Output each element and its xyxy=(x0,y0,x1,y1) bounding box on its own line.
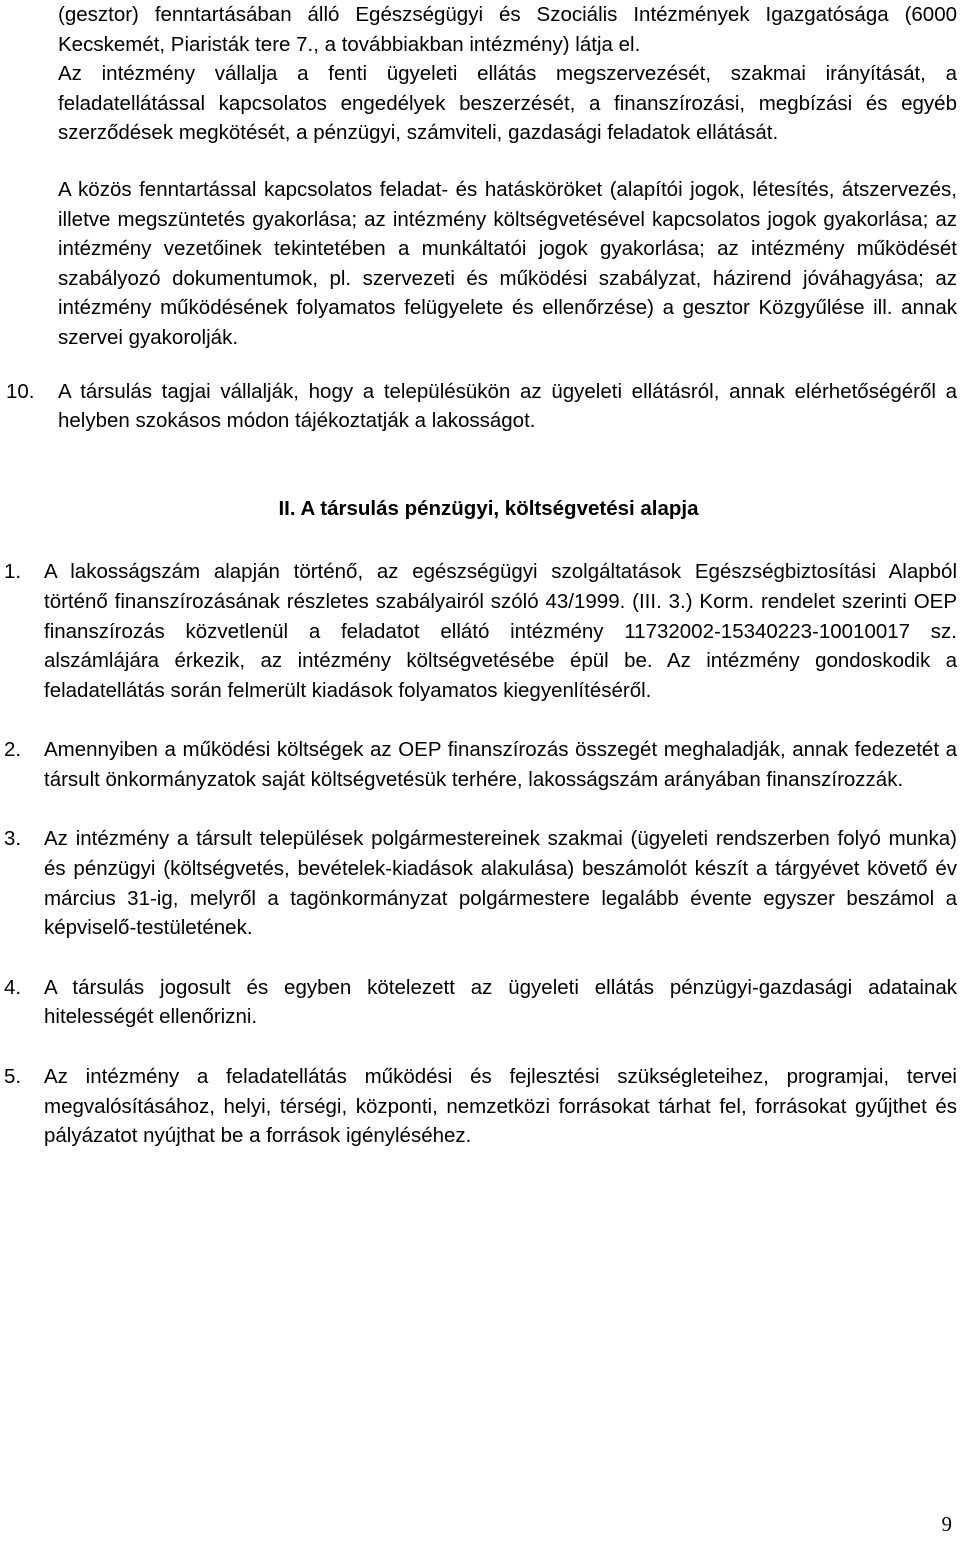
spacer xyxy=(40,523,957,557)
spacer xyxy=(40,353,957,377)
section-heading xyxy=(0,494,917,524)
section-title: A társulás pénzügyi, költségvetési alapja xyxy=(300,496,699,520)
spacer xyxy=(40,436,957,494)
document-page xyxy=(4,0,957,1151)
continuation-paragraph: (gesztor) fenntartásában álló Egészségügyi és Szociális Intézmények Igazgatósága (6000 Kecskemét, Piaristák tere 7., a továbbiakban intézmény) látja el. xyxy=(58,3,957,56)
list-item xyxy=(4,824,957,942)
spacer xyxy=(40,943,957,973)
item-number: 1. xyxy=(4,560,22,584)
list-item xyxy=(4,735,957,794)
paragraph-3: A közös fenntartással kapcsolatos feladat- és hatásköröket (alapítói jogok, létesítés, átszervezés, illetve megszüntetés gyakorlása; az intézmény költségvetésével kapcsolatos jogok gyakorlása; az intézmény vezetőinek tekintetében a munkáltatói jogok gyakorlása; az intézmény működését szabályozó dokumentumok, pl. szervezeti és működési szabályzat, házirend jóváhagyása; az intézmény működésének folyamatos felügyelete és ellenőrzése) a gesztor Közgyűlése ill. annak szervei gyakorolják. xyxy=(58,177,957,349)
item-number: 10. xyxy=(6,379,35,403)
item-number: 5. xyxy=(4,1065,22,1089)
spacer xyxy=(40,705,957,735)
spacer xyxy=(40,794,957,824)
item-text: Az intézmény a feladatellátás működési és fejlesztési szükségleteihez, programjai, tervei megvalósításához, helyi, térségi, központi, nemzetközi forrásokat tárhat fel, forrásokat gyűjthet és pályázatot nyújthat be a források igényléséhez. xyxy=(44,1065,957,1148)
spacer xyxy=(40,1032,957,1062)
item-number: 2. xyxy=(4,738,22,762)
list-item xyxy=(4,973,957,1032)
list-item xyxy=(4,1062,957,1151)
item-number: 3. xyxy=(4,827,22,851)
item-text: Az intézmény a társult települések polgármestereinek szakmai (ügyeleti rendszerben folyó munka) és pénzügyi (költségvetés, bevételek-kiadások alakulása) beszámolót készít a tárgyévet követő év március 31-ig, melyről a tagönkormányzat polgármestere legalább évente egyszer beszámol a képviselő-testületének. xyxy=(44,827,957,940)
spacer xyxy=(40,148,957,175)
section-roman: II. xyxy=(278,496,296,520)
item-text: A lakosságszám alapján történő, az egészségügyi szolgáltatások Egészségbiztosítási Alapból történő finanszírozásának részletes szabályairól szóló 43/1999. (III. 3.) Korm. rendelet szerinti OEP finanszírozás közvetlenül a feladatot ellátó intézmény 11732002-15340223-10010017 sz. alszámlájára érkezik, az intézmény költségvetésébe épül be. Az intézmény gondoskodik a feladatellátás során felmerült kiadások folyamatos kiegyenlítéséről. xyxy=(44,560,957,702)
item-text: Amennyiben a működési költségek az OEP finanszírozás összegét meghaladják, annak fedezetét a társult önkormányzatok saját költségvetésük terhére, lakosságszám arányában finanszírozzák. xyxy=(44,738,957,791)
item-text: A társulás tagjai vállalják, hogy a településükön az ügyeleti ellátásról, annak elérhetőségéről a helyben szokásos módon tájékoztatják a lakosságot. xyxy=(58,379,957,433)
page-number: 9 xyxy=(941,1512,952,1536)
paragraph-2: Az intézmény vállalja a fenti ügyeleti ellátás megszervezését, szakmai irányítását, a feladatellátással kapcsolatos engedélyek beszerzését, a finanszírozási, megbízási és egyéb szerződések megkötését, a pénzügyi, számviteli, gazdasági feladatok ellátását. xyxy=(58,62,957,145)
item-number: 4. xyxy=(4,975,22,999)
list-item xyxy=(4,557,957,705)
item-text: A társulás jogosult és egyben kötelezett az ügyeleti ellátás pénzügyi-gazdasági adatainak hitelességét ellenőrizni. xyxy=(44,975,957,1029)
item-10 xyxy=(6,377,957,436)
